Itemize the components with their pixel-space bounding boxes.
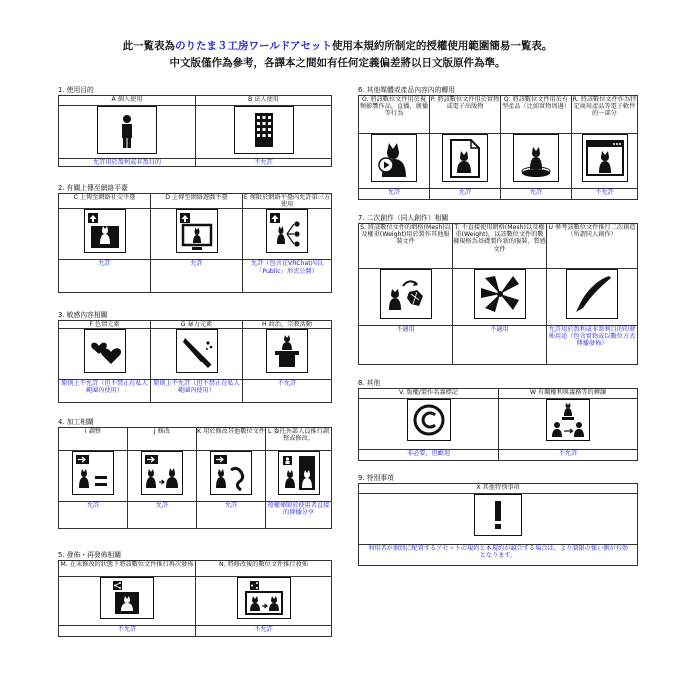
section-title: 8. 其他 (358, 379, 381, 387)
cell-label-e: E 僅限於網絡平臺內允許第三方使用 (243, 194, 331, 209)
cell-icon-f (59, 329, 151, 380)
cell-result-f: 原則上不允許（但不禁止在私人範圍內使用） (59, 380, 151, 403)
pen-icon (566, 269, 618, 319)
section-title: 4. 加工相關 (58, 418, 94, 426)
section-7 (358, 214, 638, 365)
copyright-icon (407, 399, 451, 441)
section-table (358, 223, 638, 365)
cell-label-x: X 其他特別事項 (359, 484, 638, 494)
cell-label-q: Q. 將該數位文件用於有型產品（比如實物周邊） (501, 96, 572, 134)
cell-icon-j (128, 451, 197, 502)
section-title: 5. 發佈・再發佈相關 (58, 551, 122, 559)
cell-label-k: K 用於修改其他數位文件 (197, 428, 266, 451)
cell-label-a: A 個人使用 (59, 96, 196, 106)
header-line-2: 中文版僅作為參考，各譯本之間如有任何定義偏差將以日文版原件為準。 (169, 57, 506, 69)
video-icon (371, 134, 417, 182)
person-icon (97, 106, 157, 154)
section-8 (358, 379, 638, 461)
modify-icon (141, 451, 183, 495)
cell-label-c: C 上傳至網絡社交平臺 (59, 194, 151, 209)
cell-label-o: O. 將該數位文件用於視頻影響作品，直播，廣播等行為 (359, 96, 430, 134)
cell-label-g: G 暴力元素 (151, 321, 243, 329)
cell-result-w: 不允許 (499, 450, 638, 461)
cell-icon-u (547, 269, 638, 326)
section-title: 2. 有關上傳至網絡平臺 (58, 184, 128, 192)
redistribute-modified-icon (237, 577, 291, 619)
exclamation-icon (474, 494, 522, 536)
cell-icon-v (359, 399, 499, 450)
cell-icon-m (59, 577, 196, 626)
cell-result-b: 不允許 (196, 159, 332, 167)
cell-result-e: 允許（包含在VRChat內以「Public」形式公開） (243, 260, 332, 293)
section-title: 1. 使用目的 (58, 86, 94, 94)
cell-result-p: 允許 (430, 189, 501, 200)
cell-label-b: B 法人使用 (196, 96, 332, 106)
cell-icon-n (196, 577, 332, 626)
cell-label-r: R. 將該數位文件作為特定商用產品等電子軟件的一部分 (572, 96, 638, 134)
section-table (58, 320, 332, 403)
header-post: 使用本規約所制定的授權使用範圍簡易一覧表。 (331, 40, 553, 52)
cell-icon-d (151, 209, 243, 260)
cell-label-n: N. 將修改後的數位文件推行發佈 (196, 561, 332, 577)
cell-label-t: T. 不直接使用網格(Mesh)以及權重(Weight)，以該數位文件的數據規格為基礎製作新的服裝、質感文件 (453, 224, 547, 269)
software-icon (582, 134, 628, 182)
upload-social-icon (84, 209, 126, 253)
cell-label-s: S. 將該數位文件的網格(Mesh)以及權重(Weight)用於製作其他服裝文件 (359, 224, 453, 269)
cell-result-d: 允許 (151, 260, 243, 293)
cell-result-h: 不允許 (243, 380, 332, 403)
cell-result-a: 允許用於盈利或非盈目的 (59, 159, 196, 167)
cell-label-u: U 參考該數位文件推行二次創造（所謂同人創作） (547, 224, 638, 269)
section-9 (358, 474, 638, 566)
knife-icon (176, 329, 218, 373)
section-title: 7. 二次創作（同人創作）相關 (358, 214, 449, 222)
cell-result-x: 利用者が個別に配置するアセットの規約と本規約が競合する場合は、より制限の強い側が有効となります。 (359, 545, 638, 566)
cell-icon-a (59, 106, 196, 159)
cell-icon-r (572, 134, 638, 189)
cell-icon-k (197, 451, 266, 502)
brand-name: のりたま３工房ワールドアセット (175, 40, 332, 52)
section-title: 9. 特別事項 (358, 474, 394, 482)
cell-label-w: W 有關權利與義務等的轉讓 (499, 389, 638, 399)
share-third-party-icon (266, 209, 308, 253)
cell-label-m: M. 在未修改的狀態下將該數位文件推行再次發佈 (59, 561, 196, 577)
hearts-icon (84, 329, 126, 373)
cell-label-h: H 政治、宗教活動 (243, 321, 332, 329)
cell-icon-g (151, 329, 243, 380)
header-line-1 (0, 38, 675, 53)
section-table (58, 95, 332, 167)
cell-label-i: I 調整 (59, 428, 128, 451)
cell-icon-p (430, 134, 501, 189)
cell-icon-c (59, 209, 151, 260)
cell-label-d: D 上傳至網絡遊戲平臺 (151, 194, 243, 209)
cell-result-g: 原則上不允許（但不禁止在私人範圍內使用） (151, 380, 243, 403)
cell-result-n: 不允許 (196, 626, 332, 637)
transfer-rights-icon (546, 399, 590, 441)
cell-icon-o (359, 134, 430, 189)
mesh-clothing-icon (380, 269, 432, 319)
podium-icon (266, 329, 308, 373)
cell-result-o: 允許 (359, 189, 430, 200)
section-2 (58, 184, 332, 293)
cell-label-j: J 修改 (128, 428, 197, 451)
section-6 (358, 86, 638, 200)
cell-icon-l (266, 451, 332, 502)
cell-result-m: 不允許 (59, 626, 196, 637)
cell-icon-w (499, 399, 638, 450)
cell-label-l: L 委托外部人員推行調整或修改。 (266, 428, 332, 451)
cell-label-v: V. 版權/製作名義標記 (359, 389, 499, 399)
section-table (358, 388, 638, 461)
section-table (58, 560, 332, 637)
cell-result-u: 允許用於盈利或非盈利目的的發佈用途（包含實物或以數位方式傳播發佈） (547, 326, 638, 365)
section-1 (58, 86, 332, 167)
cell-icon-b (196, 106, 332, 159)
goods-icon (513, 134, 559, 182)
cell-result-l: 授權僅限於使用者直接的傳播分享 (266, 502, 332, 529)
cell-result-k: 允許 (197, 502, 266, 529)
cell-icon-t (453, 269, 547, 326)
cell-label-f: F 色情元素 (59, 321, 151, 329)
section-3 (58, 311, 332, 403)
cell-result-r: 不允許 (572, 189, 638, 200)
texture-icon (474, 269, 526, 319)
cell-result-t: 不適用 (453, 326, 547, 365)
cell-icon-q (501, 134, 572, 189)
section-4 (58, 418, 332, 529)
cell-result-v: 非必要，但歡迎 (359, 450, 499, 461)
section-title: 6. 其他媒體或產品內容內的轉用 (358, 86, 456, 94)
building-icon (234, 106, 294, 154)
publication-icon (442, 134, 488, 182)
section-table (358, 483, 638, 566)
cell-icon-e (243, 209, 332, 260)
section-table (58, 427, 332, 529)
cell-result-q: 允許 (501, 189, 572, 200)
section-title: 3. 敏感內容相關 (58, 311, 108, 319)
redistribute-icon (100, 577, 154, 619)
header-pre: 此一覧表為 (122, 40, 176, 52)
cell-result-j: 允許 (128, 502, 197, 529)
section-table (58, 193, 332, 293)
adjust-icon (72, 451, 114, 495)
cell-result-s: 不適用 (359, 326, 453, 365)
cell-result-c: 允許 (59, 260, 151, 293)
outsource-icon (278, 451, 320, 495)
cell-result-i: 允許 (59, 502, 128, 529)
cell-icon-i (59, 451, 128, 502)
section-table (358, 95, 638, 200)
cell-icon-s (359, 269, 453, 326)
cell-icon-x (359, 494, 638, 545)
section-5 (58, 551, 332, 637)
cell-label-p: P. 將該數位文件用於實物或電子出版物 (430, 96, 501, 134)
upload-game-icon (176, 209, 218, 253)
cell-icon-h (243, 329, 332, 380)
modify-other-icon (210, 451, 252, 495)
